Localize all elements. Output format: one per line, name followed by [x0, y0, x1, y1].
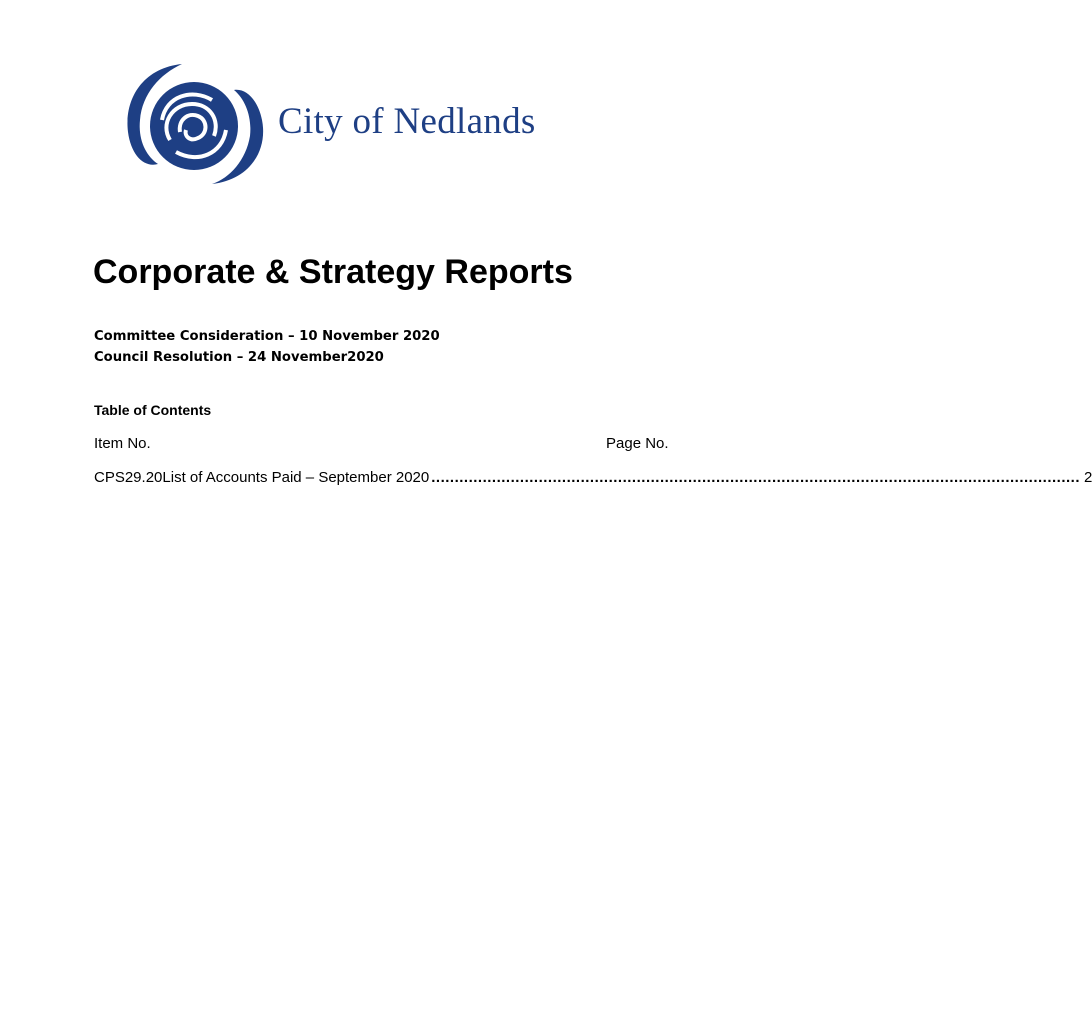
toc-entry-code: CPS29.20	[94, 469, 163, 486]
city-logo	[122, 60, 602, 190]
toc-heading: Table of Contents	[94, 402, 212, 418]
toc-column-item: Item No.	[94, 435, 151, 452]
council-resolution-date: Council Resolution – 24 November2020	[94, 350, 384, 365]
toc-entry[interactable]	[94, 469, 1092, 486]
logo-wordmark: City of Nedlands	[278, 101, 536, 142]
toc-entry-page: 2	[1084, 469, 1092, 486]
toc-column-page: Page No.	[606, 435, 669, 452]
document-title: Corporate & Strategy Reports	[93, 253, 573, 291]
rose-emblem-icon	[122, 60, 272, 190]
toc-entry-title: List of Accounts Paid – September 2020	[162, 469, 430, 486]
toc-entry-leader: ...........................................................................................................................................	[431, 469, 1081, 486]
committee-consideration-date: Committee Consideration – 10 November 2020	[94, 329, 440, 344]
